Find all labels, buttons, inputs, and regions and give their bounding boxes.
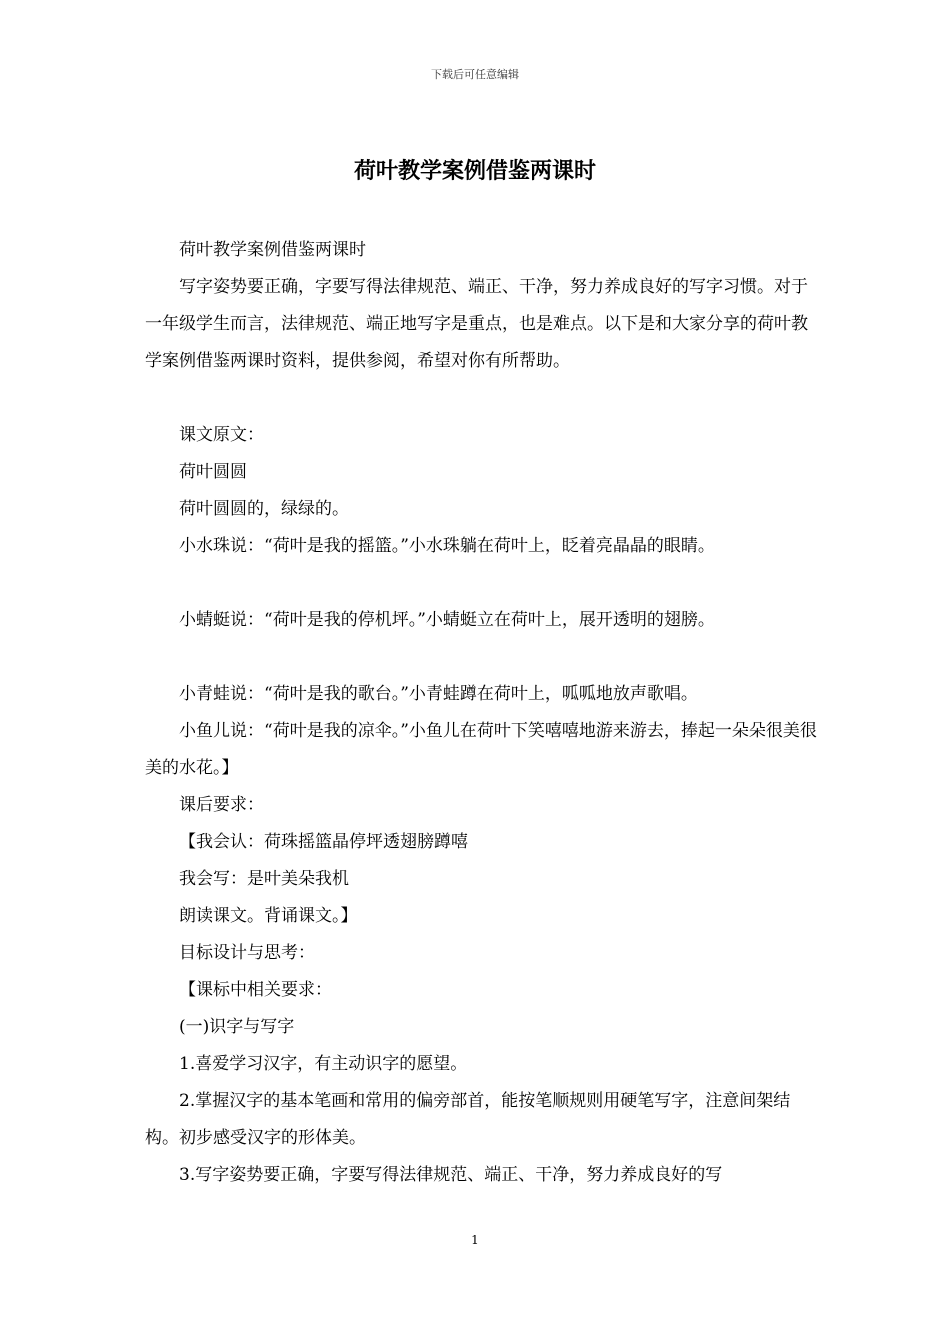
paragraph: 小鱼儿说：“荷叶是我的凉伞。”小鱼儿在荷叶下笑嘻嘻地游来游去，捧起一朵朵很美很美的水花。】 — [145, 721, 817, 778]
paragraph: 1.喜爱学习汉字，有主动识字的愿望。 — [179, 1054, 468, 1074]
paragraph: 小蜻蜓说：“荷叶是我的停机坪。”小蜻蜓立在荷叶上，展开透明的翅膀。 — [179, 610, 715, 630]
header-note: 下载后可任意编辑 — [431, 68, 519, 81]
paragraph: 课后要求： — [179, 795, 264, 815]
paragraph: 【我会认：荷珠摇篮晶停坪透翅膀蹲嘻 — [179, 832, 468, 852]
paragraph: 小水珠说：“荷叶是我的摇篮。”小水珠躺在荷叶上，眨着亮晶晶的眼睛。 — [179, 536, 715, 556]
paragraph: 写字姿势要正确，字要写得法律规范、端正、干净，努力养成良好的写字习惯。对于一年级学生而言，法律规范、端正地写字是重点，也是难点。以下是和大家分享的荷叶教学案例借鉴两课时资料，提供参阅，希望对你有所帮助。 — [145, 277, 808, 371]
paragraph: 目标设计与思考： — [179, 943, 315, 963]
document-body — [145, 232, 820, 1194]
paragraph: 2.掌握汉字的基本笔画和常用的偏旁部首，能按笔顺规则用硬笔写字，注意间架结构。初步感受汉字的形体美。 — [145, 1091, 791, 1148]
paragraph: 课文原文： — [179, 425, 264, 445]
page-number: 1 — [471, 1233, 479, 1247]
paragraph: 荷叶教学案例借鉴两课时 — [179, 240, 366, 260]
paragraph: (一)识字与写字 — [179, 1017, 295, 1037]
paragraph: 小青蛙说：“荷叶是我的歌台。”小青蛙蹲在荷叶上，呱呱地放声歌唱。 — [179, 684, 698, 704]
paragraph: 朗读课文。背诵课文。】 — [179, 906, 358, 926]
document-title: 荷叶教学案例借鉴两课时 — [353, 159, 596, 184]
paragraph: 我会写：是叶美朵我机 — [179, 869, 349, 889]
paragraph: 荷叶圆圆 — [179, 462, 247, 482]
paragraph: 3.写字姿势要正确，字要写得法律规范、端正、干净，努力养成良好的写 — [179, 1165, 723, 1185]
paragraph: 【课标中相关要求： — [179, 980, 332, 1000]
paragraph: 荷叶圆圆的，绿绿的。 — [179, 499, 349, 519]
